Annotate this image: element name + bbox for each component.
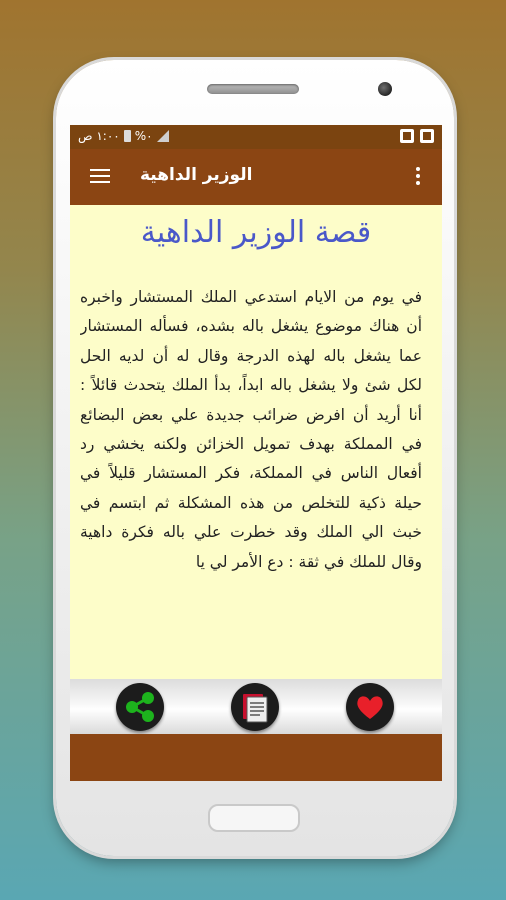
status-left [78, 129, 169, 143]
status-bar [70, 125, 442, 149]
battery-text: %٠ [134, 129, 153, 143]
image-notification-icon [400, 129, 414, 143]
overflow-menu-icon[interactable] [416, 167, 420, 187]
app-screen [70, 125, 442, 781]
notes-icon [231, 683, 279, 731]
battery-icon [124, 130, 131, 142]
front-camera [378, 82, 392, 96]
notes-button[interactable] [231, 683, 279, 731]
earpiece-speaker [207, 84, 299, 94]
hamburger-menu-icon[interactable] [90, 169, 110, 185]
app-bar [70, 149, 442, 205]
favorite-button[interactable] [346, 683, 394, 731]
app-title: الوزير الداهية [140, 165, 253, 185]
home-button[interactable] [208, 804, 300, 832]
bottom-band [70, 734, 442, 781]
story-title: قصة الوزير الداهية [140, 215, 372, 250]
status-right [400, 129, 434, 143]
power-notification-icon [420, 129, 434, 143]
action-bar [70, 679, 442, 734]
share-button[interactable] [116, 683, 164, 731]
clock-text: ١:٠٠ ص [78, 129, 120, 143]
heart-icon [346, 683, 394, 731]
signal-icon [157, 130, 169, 142]
story-body: في يوم من الايام استدعي الملك المستشار واخبره أن هناك موضوع يشغل باله بشده، فسأله المستشار عما يشغل باله لهذه الدرجة وقال له أن لديه الحل لكل شئ ولا يشغل باله ابداً، بدأ الملك يتحدث قائلاً : أنا أريد أن افرض ضرائب جديدة علي بعض البضائع في المملكة بهدف تمويل الخزائن ولكنه يخشي رد أفعال الناس في المملكة، فكر المستشار قليلاً في حيلة ذكية للتخلص من هذه المشكلة ثم ابتسم في خبث الي الملك وقد خطرت علي باله فكرة داهية وقال للملك في ثقة : دع الأمر لي يا [80, 288, 422, 571]
share-icon [116, 683, 164, 731]
